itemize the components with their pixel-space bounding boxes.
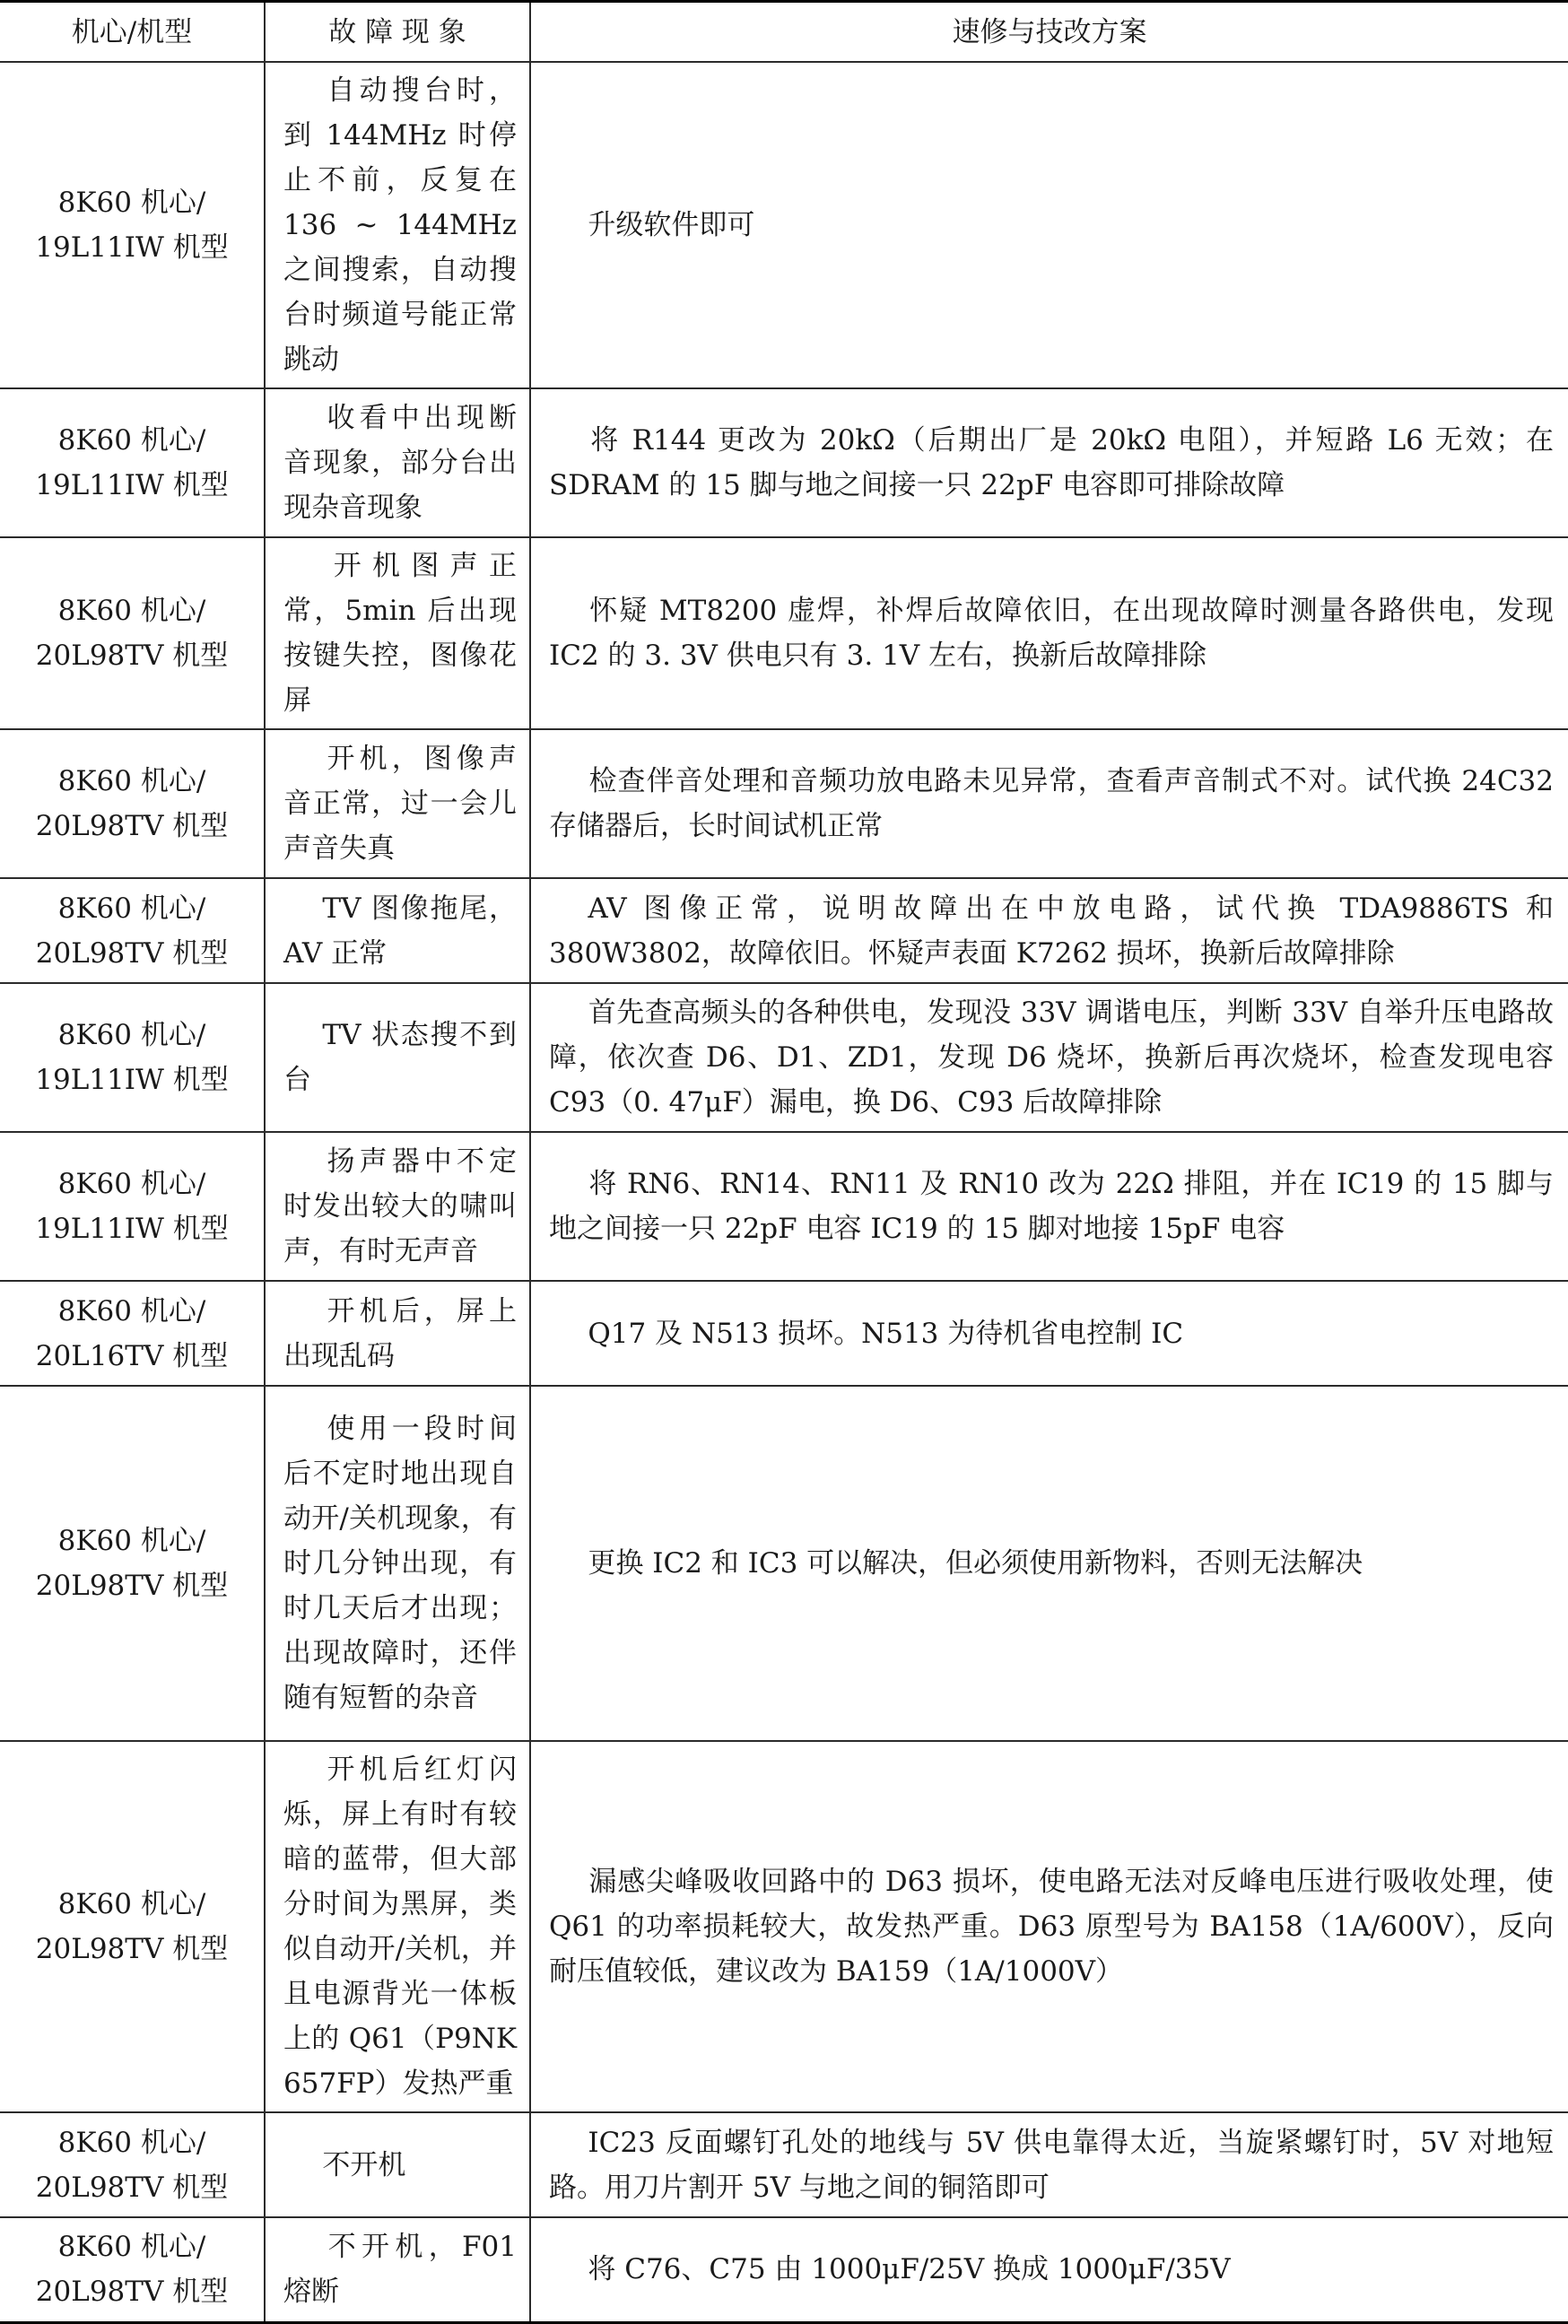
solution-text: 检查伴音处理和音频功放电路未见异常，查看声音制式不对。试代换 24C32 存储器后，长时间试机正常 xyxy=(549,765,1554,842)
symptom-text: 开机图声正常，5min 后出现按键失控，图像花屏 xyxy=(283,550,517,717)
solution-cell xyxy=(530,878,1568,983)
table-row xyxy=(0,1132,1568,1281)
solution-cell xyxy=(530,983,1568,1132)
model-cell xyxy=(0,537,265,729)
table-row xyxy=(0,983,1568,1132)
solution-cell xyxy=(530,1386,1568,1741)
solution-cell xyxy=(530,729,1568,878)
model-cell xyxy=(0,983,265,1132)
model-type: 19L11IW 机型 xyxy=(35,1064,229,1096)
model-cell xyxy=(0,1741,265,2112)
model-chassis: 8K60 机心/ xyxy=(57,1019,206,1051)
solution-cell xyxy=(530,1741,1568,2112)
model-chassis: 8K60 机心/ xyxy=(57,424,206,457)
solution-text: 漏感尖峰吸收回路中的 D63 损坏，使电路无法对反峰电压进行吸收处理，使 Q61 的功率损耗较大，故发热严重。D63 原型号为 BA158（1A/600V），反向耐压值较低，建议改为 BA159（1A/1000V） xyxy=(549,1866,1554,1988)
solution-cell xyxy=(530,388,1568,537)
model-cell xyxy=(0,1281,265,1386)
model-type: 19L11IW 机型 xyxy=(35,469,229,501)
solution-cell xyxy=(530,537,1568,729)
solution-text: 将 C76、C75 由 1000μF/25V 换成 1000μF/35V xyxy=(588,2253,1231,2286)
model-type: 20L98TV 机型 xyxy=(35,640,229,672)
symptom-cell xyxy=(265,537,530,729)
symptom-cell xyxy=(265,878,530,983)
solution-text: 将 RN6、RN14、RN11 及 RN10 改为 22Ω 排阻，并在 IC19 的 15 脚与地之间接一只 22pF 电容 IC19 的 15 脚对地接 15pF 电容 xyxy=(549,1168,1554,1245)
model-cell xyxy=(0,1386,265,1741)
model-type: 20L98TV 机型 xyxy=(35,810,229,842)
model-chassis: 8K60 机心/ xyxy=(57,2231,206,2264)
model-cell xyxy=(0,2217,265,2322)
solution-cell xyxy=(530,1132,1568,1281)
symptom-cell xyxy=(265,388,530,537)
solution-cell xyxy=(530,2112,1568,2217)
solution-text: IC23 反面螺钉孔处的地线与 5V 供电靠得太近，当旋紧螺钉时，5V 对地短路。用刀片割开 5V 与地之间的铜箔即可 xyxy=(549,2126,1554,2204)
model-type: 19L11IW 机型 xyxy=(35,1213,229,1245)
table-row xyxy=(0,1741,1568,2112)
symptom-cell xyxy=(265,2112,530,2217)
symptom-text: TV 图像拖尾，AV 正常 xyxy=(283,892,517,970)
solution-text: 升级软件即可 xyxy=(588,209,755,241)
table-row xyxy=(0,878,1568,983)
symptom-cell xyxy=(265,2217,530,2322)
model-chassis: 8K60 机心/ xyxy=(57,595,206,627)
model-chassis: 8K60 机心/ xyxy=(57,765,206,797)
table-row xyxy=(0,2217,1568,2322)
symptom-text: 自动搜台时，到 144MHz 时停止不前，反复在 136 ~ 144MHz 之间搜索，自动搜台时频道号能正常跳动 xyxy=(283,74,517,376)
solution-cell xyxy=(530,2217,1568,2322)
table-row xyxy=(0,2112,1568,2217)
table-row xyxy=(0,1386,1568,1741)
header-model: 机心/机型 xyxy=(0,2,265,63)
model-type: 20L16TV 机型 xyxy=(35,1339,229,1372)
model-type: 20L98TV 机型 xyxy=(35,1570,229,1602)
model-type: 19L11IW 机型 xyxy=(35,231,229,264)
model-type: 20L98TV 机型 xyxy=(35,2171,229,2204)
model-type: 20L98TV 机型 xyxy=(35,2276,229,2309)
symptom-cell xyxy=(265,983,530,1132)
model-cell xyxy=(0,388,265,537)
model-cell xyxy=(0,62,265,388)
symptom-text: 扬声器中不定时发出较大的啸叫声，有时无声音 xyxy=(283,1145,517,1267)
model-chassis: 8K60 机心/ xyxy=(57,2126,206,2159)
solution-text: Q17 及 N513 损坏。N513 为待机省电控制 IC xyxy=(588,1317,1184,1350)
model-chassis: 8K60 机心/ xyxy=(57,1525,206,1557)
table-row xyxy=(0,537,1568,729)
table-row xyxy=(0,1281,1568,1386)
model-cell xyxy=(0,878,265,983)
model-type: 20L98TV 机型 xyxy=(35,936,229,970)
solution-text: 将 R144 更改为 20kΩ（后期出厂是 20kΩ 电阻），并短路 L6 无效；在 SDRAM 的 15 脚与地之间接一只 22pF 电容即可排除故障 xyxy=(549,424,1554,501)
symptom-cell xyxy=(265,1281,530,1386)
table-row xyxy=(0,62,1568,388)
solution-text: 怀疑 MT8200 虚焊，补焊后故障依旧，在出现故障时测量各路供电，发现 IC2 的 3. 3V 供电只有 3. 1V 左右，换新后故障排除 xyxy=(549,595,1554,672)
table-header-row xyxy=(0,2,1568,63)
symptom-text: 开机，图像声音正常，过一会儿声音失真 xyxy=(283,743,517,865)
symptom-text: 不开机，F01 熔断 xyxy=(283,2231,517,2309)
model-type: 20L98TV 机型 xyxy=(35,1933,229,1965)
model-chassis: 8K60 机心/ xyxy=(57,1888,206,1920)
symptom-text: TV 状态搜不到台 xyxy=(283,1019,517,1096)
symptom-text: 收看中出现断音现象，部分台出现杂音现象 xyxy=(283,402,517,524)
table-row xyxy=(0,388,1568,537)
solution-text: 更换 IC2 和 IC3 可以解决，但必须使用新物料，否则无法解决 xyxy=(588,1547,1363,1580)
header-symptom: 故 障 现 象 xyxy=(265,2,530,63)
solution-text: AV 图像正常，说明故障出在中放电路，试代换 TDA9886TS 和 380W3802，故障依旧。怀疑声表面 K7262 损坏，换新后故障排除 xyxy=(549,892,1554,970)
symptom-text: 开机后红灯闪烁，屏上有时有较暗的蓝带，但大部分时间为黑屏，类似自动开/关机，并且电源背光一体板上的 Q61（P9NK 657FP）发热严重 xyxy=(283,1754,517,2100)
symptom-text: 使用一段时间后不定时地出现自动开/关机现象，有时几分钟出现，有时几天后才出现；出现故障时，还伴随有短暂的杂音 xyxy=(283,1413,517,1714)
solution-cell xyxy=(530,1281,1568,1386)
table-row xyxy=(0,729,1568,878)
symptom-cell xyxy=(265,729,530,878)
solution-cell xyxy=(530,62,1568,388)
symptom-cell xyxy=(265,1386,530,1741)
symptom-cell xyxy=(265,62,530,388)
solution-text: 首先查高频头的各种供电，发现没 33V 调谐电压，判断 33V 自举升压电路故障，依次查 D6、D1、ZD1，发现 D6 烧坏，换新后再次烧坏，检查发现电容 C93（0. 47μF）漏电，换 D6、C93 后故障排除 xyxy=(549,997,1554,1118)
model-cell xyxy=(0,1132,265,1281)
model-cell xyxy=(0,2112,265,2217)
symptom-cell xyxy=(265,1741,530,2112)
model-chassis: 8K60 机心/ xyxy=(57,187,206,219)
header-solution: 速修与技改方案 xyxy=(530,2,1568,63)
symptom-cell xyxy=(265,1132,530,1281)
symptom-text: 不开机 xyxy=(322,2148,406,2181)
model-chassis: 8K60 机心/ xyxy=(57,1168,206,1200)
symptom-text: 开机后，屏上出现乱码 xyxy=(283,1294,517,1372)
model-chassis: 8K60 机心/ xyxy=(57,1294,206,1327)
model-chassis: 8K60 机心/ xyxy=(57,892,206,925)
model-cell xyxy=(0,729,265,878)
